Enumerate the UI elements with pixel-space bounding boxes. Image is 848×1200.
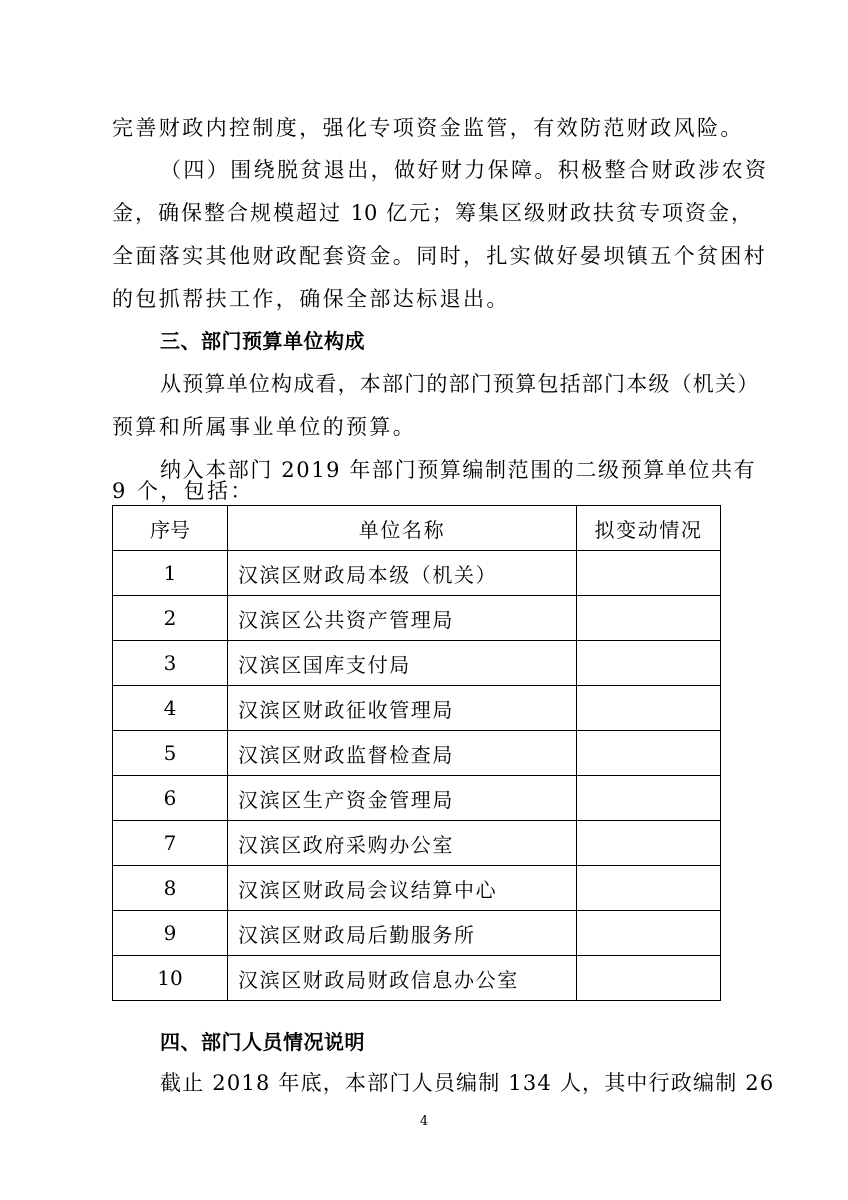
table-row [113, 686, 721, 731]
cell-unit-name: 汉滨区国库支付局 [228, 641, 577, 686]
header-planned-change: 拟变动情况 [577, 506, 721, 551]
cell-serial-number: 2 [113, 596, 228, 641]
paragraph-line: （四）围绕脱贫退出，做好财力保障。积极整合财政涉农资 [160, 158, 769, 182]
cell-serial-number: 10 [113, 956, 228, 1001]
table-row [113, 551, 721, 596]
header-unit-name: 单位名称 [228, 506, 577, 551]
cell-planned-change [577, 776, 721, 821]
page-number: 4 [419, 1114, 429, 1129]
paragraph-line: 预算和所属事业单位的预算。 [112, 415, 417, 439]
cell-unit-name: 汉滨区财政局后勤服务所 [228, 911, 577, 956]
table-row [113, 956, 721, 1001]
paragraph-line: 纳入本部门 2019 年部门预算编制范围的二级预算单位共有 [160, 458, 757, 482]
cell-unit-name: 汉滨区生产资金管理局 [228, 776, 577, 821]
cell-planned-change [577, 551, 721, 596]
section-heading-4: 四、部门人员情况说明 [160, 1030, 365, 1054]
cell-planned-change [577, 641, 721, 686]
cell-planned-change [577, 911, 721, 956]
cell-serial-number: 9 [113, 911, 228, 956]
table-row [113, 641, 721, 686]
header-serial-number: 序号 [113, 506, 228, 551]
table-row [113, 911, 721, 956]
table-row [113, 866, 721, 911]
paragraph-line: 全面落实其他财政配套资金。同时，扎实做好晏坝镇五个贫困村 [112, 244, 768, 268]
cell-unit-name: 汉滨区财政局本级（机关） [228, 551, 577, 596]
cell-serial-number: 1 [113, 551, 228, 596]
paragraph-line: 金，确保整合规模超过 10 亿元；筹集区级财政扶贫专项资金， [112, 201, 752, 225]
table-row [113, 821, 721, 866]
cell-unit-name: 汉滨区政府采购办公室 [228, 821, 577, 866]
paragraph-line: 的包抓帮扶工作，确保全部达标退出。 [112, 287, 510, 311]
cell-unit-name: 汉滨区财政征收管理局 [228, 686, 577, 731]
paragraph-line: 完善财政内控制度，强化专项资金监管，有效防范财政风险。 [112, 116, 744, 140]
cell-serial-number: 8 [113, 866, 228, 911]
cell-serial-number: 4 [113, 686, 228, 731]
cell-planned-change [577, 686, 721, 731]
budget-units-table [112, 505, 721, 1001]
cell-serial-number: 6 [113, 776, 228, 821]
cell-serial-number: 7 [113, 821, 228, 866]
cell-planned-change [577, 731, 721, 776]
cell-planned-change [577, 821, 721, 866]
paragraph-line: 9 个，包括： [112, 479, 254, 503]
table-header-row [113, 506, 721, 551]
cell-unit-name: 汉滨区财政局财政信息办公室 [228, 956, 577, 1001]
cell-serial-number: 5 [113, 731, 228, 776]
cell-planned-change [577, 866, 721, 911]
paragraph-line: 截止 2018 年底，本部门人员编制 134 人，其中行政编制 26 [160, 1071, 775, 1095]
table-row [113, 596, 721, 641]
cell-unit-name: 汉滨区公共资产管理局 [228, 596, 577, 641]
cell-planned-change [577, 956, 721, 1001]
cell-planned-change [577, 596, 721, 641]
cell-unit-name: 汉滨区财政监督检查局 [228, 731, 577, 776]
cell-unit-name: 汉滨区财政局会议结算中心 [228, 866, 577, 911]
paragraph-line: 从预算单位构成看，本部门的部门预算包括部门本级（机关） [160, 372, 760, 396]
section-heading-3: 三、部门预算单位构成 [160, 329, 365, 353]
table-row [113, 731, 721, 776]
cell-serial-number: 3 [113, 641, 228, 686]
table-row [113, 776, 721, 821]
